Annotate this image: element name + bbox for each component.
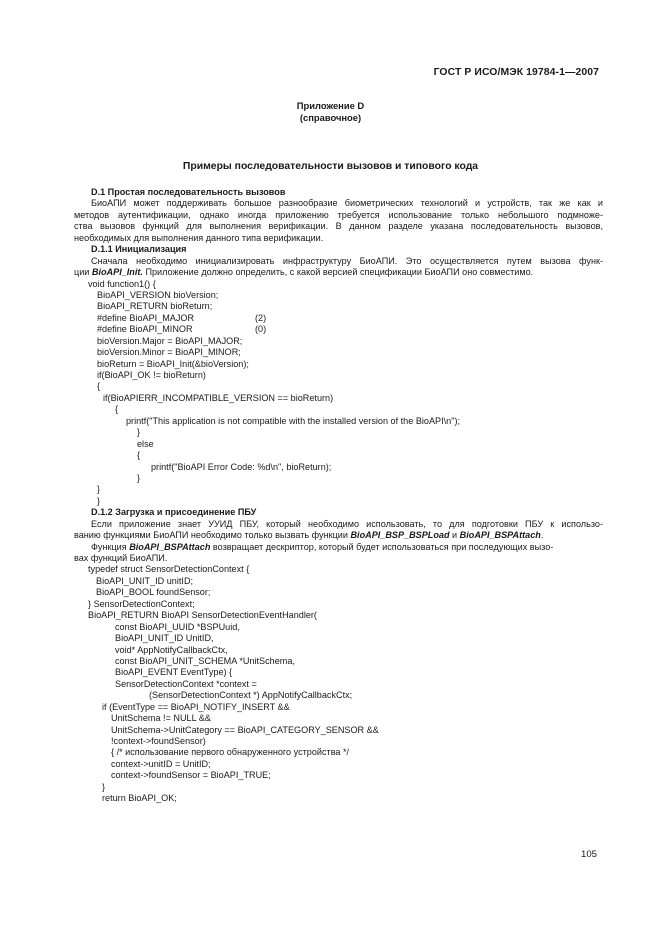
code-line: } SensorDetectionContext; — [88, 598, 195, 609]
code-line: { /* использование первого обнаруженного устройства */ — [111, 747, 350, 758]
section-heading-d1: D.1 Простая последовательность вызовов — [91, 187, 286, 197]
code-line: UnitSchema != NULL && — [111, 713, 211, 724]
function-name: BioAPI_BSP_BSPLoad — [350, 530, 450, 541]
section-heading-d11: D.1.1 Инициализация — [91, 244, 187, 255]
text-fragment: ванию функциями БиоАПИ необходимо только вызвать функции — [74, 530, 351, 541]
code-token: (2) — [255, 312, 267, 323]
code-line: BioAPI_RETURN BioAPI SensorDetectionEventHandler( — [88, 610, 317, 621]
code-line: } — [97, 484, 101, 495]
annex-heading — [0, 100, 661, 124]
code-line: printf("This application is not compatible with the installed version of the BioAPI\n"); — [126, 415, 460, 426]
text-fragment: и — [449, 530, 460, 541]
code-line: BioAPI_EVENT EventType) { — [115, 667, 233, 678]
code-line: { — [115, 404, 119, 415]
page-number: 105 — [580, 849, 597, 860]
code-line: } — [97, 495, 101, 506]
code-line: (SensorDetectionContext *) AppNotifyCallbackCtx; — [149, 690, 353, 701]
paragraph-line: БиоАПИ может поддерживать большое разнообразие биометрических технологий и устройств, так же как и — [91, 198, 603, 209]
code-line: bioVersion.Major = BioAPI_MAJOR; — [97, 335, 243, 346]
code-line: if (EventType == BioAPI_NOTIFY_INSERT && — [102, 701, 290, 712]
code-line — [74, 324, 603, 335]
code-line: UnitSchema->UnitCategory == BioAPI_CATEGORY_SENSOR && — [111, 724, 379, 735]
code-token: #define BioAPI_MINOR — [97, 324, 193, 335]
document-body — [74, 187, 603, 805]
code-line: { — [97, 381, 101, 392]
section-heading-d12: D.1.2 Загрузка и присоединение ПБУ — [91, 507, 257, 518]
code-line: BioAPI_UNIT_ID UnitID, — [115, 633, 214, 644]
code-line: } — [137, 472, 141, 483]
code-line: context->unitID = UnitID; — [111, 758, 211, 769]
text-fragment: Приложение должно определить, с какой версией спецификации БиоАПИ оно совместимо. — [142, 267, 534, 278]
code-line: printf("BioAPI Error Code: %d\n", bioReturn); — [151, 461, 332, 472]
code-line: if(BioAPI_OK != bioReturn) — [97, 370, 206, 380]
paragraph-line: Сначала необходимо инициализировать инфраструктуру БиоАПИ. Это осуществляется путем вызова функ- — [91, 255, 603, 266]
paragraph-line — [74, 267, 603, 278]
code-line: { — [137, 450, 141, 461]
code-line: BioAPI_UNIT_ID unitID; — [96, 575, 194, 586]
paragraph-line: Если приложение знает УУИД ПБУ, который необходимо использовать, то для подготовки ПБУ к использо- — [91, 518, 603, 529]
text-fragment: возвращает дескриптор, который будет использоваться при последующих вызо- — [210, 541, 554, 552]
code-token: (0) — [255, 324, 267, 335]
paragraph-line: вах функций БиоАПИ. — [74, 553, 168, 563]
code-line: const BioAPI_UUID *BSPUuid, — [115, 621, 240, 632]
code-line: bioVersion.Minor = BioAPI_MINOR; — [97, 347, 241, 358]
text-fragment: Функция — [91, 541, 130, 552]
code-line: BioAPI_VERSION bioVersion; — [97, 289, 219, 300]
annex-title: Примеры последовательности вызовов и типового кода — [182, 161, 479, 172]
paragraph-line — [74, 530, 603, 541]
code-line: return BioAPI_OK; — [102, 793, 177, 804]
code-line: SensorDetectionContext *context = — [115, 678, 257, 689]
code-line: !context->foundSensor) — [111, 736, 206, 746]
code-line: } — [102, 781, 106, 792]
code-line — [74, 313, 603, 324]
text-fragment: ции — [74, 267, 92, 278]
code-line: void* AppNotifyCallbackCtx, — [115, 644, 228, 655]
function-name: BioAPI_BSPAttach — [459, 530, 541, 541]
paragraph-line: необходимых для выполнения данного типа верификации. — [74, 232, 324, 243]
code-line: context->foundSensor = BioAPI_TRUE; — [111, 770, 271, 781]
annex-label: Приложение D — [296, 100, 365, 111]
code-line: void function1() { — [88, 278, 156, 289]
function-name: BioAPI_Init. — [91, 267, 143, 278]
code-line: if(BioAPIERR_INCOMPATIBLE_VERSION == bioReturn) — [103, 392, 334, 403]
paragraph-line: методов аутентификации, однако иногда приложению требуется использование только небольшого подмноже- — [74, 209, 603, 220]
standard-header: ГОСТ Р ИСО/МЭК 19784-1—2007 — [433, 67, 599, 78]
code-token: #define BioAPI_MAJOR — [97, 312, 195, 323]
text-fragment: . — [540, 530, 544, 541]
function-name: BioAPI_BSPAttach — [129, 541, 211, 552]
paragraph-line — [74, 542, 603, 553]
code-line: BioAPI_RETURN bioReturn; — [97, 301, 213, 312]
annex-status: (справочное) — [299, 112, 362, 123]
code-line: } — [137, 427, 141, 438]
code-line: else — [137, 438, 154, 449]
code-line: BioAPI_BOOL foundSensor; — [96, 587, 211, 598]
code-line: const BioAPI_UNIT_SCHEMA *UnitSchema, — [115, 655, 295, 666]
code-line: bioReturn = BioAPI_Init(&bioVersion); — [97, 358, 249, 369]
paragraph-line: ства вызовов функций для выполнения верификации. В данном разделе указана последовательность вызовов, — [74, 221, 603, 232]
code-line: typedef struct SensorDetectionContext { — [88, 564, 250, 575]
